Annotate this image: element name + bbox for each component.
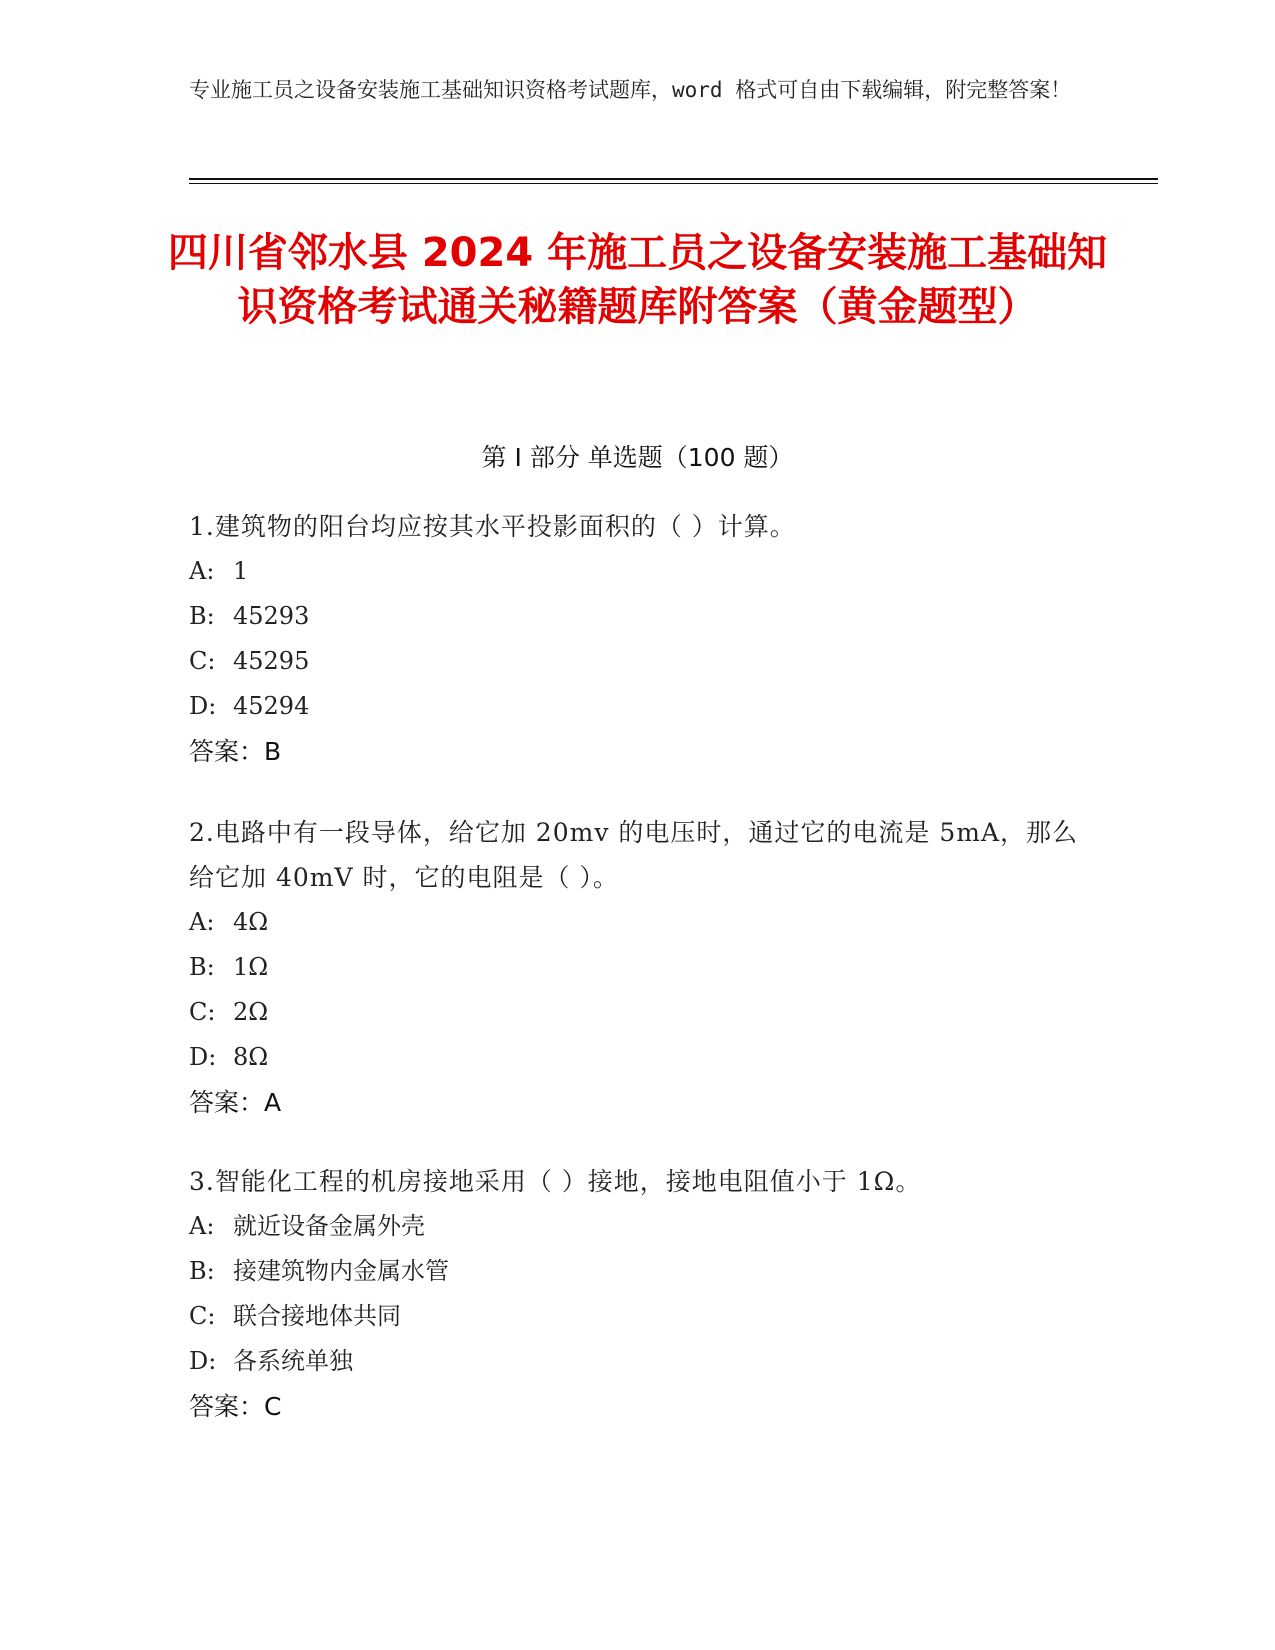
header-divider <box>189 178 1158 180</box>
option-text: 联合接地体共同 <box>233 1302 401 1330</box>
option-text: 45294 <box>233 692 310 720</box>
question-stem: 2.电路中有一段导体，给它加 20mv 的电压时，通过它的电流是 5mA，那么给它加 40mV 时，它的电阻是（ ）。 <box>189 818 1079 892</box>
option-label: B: <box>189 953 215 981</box>
option-label: C: <box>189 998 216 1026</box>
answer: 答案：A <box>189 1088 282 1117</box>
option-text: 就近设备金属外壳 <box>233 1212 425 1240</box>
option-text: 45293 <box>233 602 310 630</box>
option-label: C: <box>189 1302 216 1330</box>
option-label: D: <box>189 1347 217 1375</box>
option-label: D: <box>189 692 217 720</box>
option-a <box>189 900 1089 945</box>
question-stem: 1.建筑物的阳台均应按其水平投影面积的（ ）计算。 <box>189 512 796 541</box>
option-text: 45295 <box>233 647 310 675</box>
option-text: 8Ω <box>233 1043 269 1071</box>
answer: 答案：B <box>189 737 282 766</box>
option-label: A: <box>189 557 215 585</box>
option-b <box>189 594 1089 639</box>
question-stem: 3.智能化工程的机房接地采用（ ）接地，接地电阻值小于 1Ω。 <box>189 1167 922 1196</box>
document-title: 四川省邻水县 2024 年施工员之设备安装施工基础知识资格考试通关秘籍题库附答案（黄金题型） <box>167 230 1108 330</box>
option-text: 1Ω <box>233 953 269 981</box>
option-text: 4Ω <box>233 908 269 936</box>
option-b <box>189 1249 1089 1294</box>
answer: 答案：C <box>189 1392 282 1421</box>
section-title: 第 I 部分 单选题（100 题） <box>481 443 794 472</box>
header-note: 专业施工员之设备安装施工基础知识资格考试题库，word 格式可自由下载编辑，附完整答案！ <box>189 78 1072 102</box>
option-d <box>189 1035 1089 1080</box>
option-text: 接建筑物内金属水管 <box>233 1257 449 1285</box>
header-divider-thin <box>189 183 1158 184</box>
option-d <box>189 684 1089 729</box>
option-label: B: <box>189 602 215 630</box>
option-d <box>189 1339 1089 1384</box>
option-a <box>189 549 1089 594</box>
option-text: 2Ω <box>233 998 269 1026</box>
option-text: 各系统单独 <box>233 1347 353 1375</box>
question-2 <box>189 810 1089 1125</box>
option-c <box>189 990 1089 1035</box>
question-1 <box>189 504 1089 774</box>
option-label: C: <box>189 647 216 675</box>
option-label: A: <box>189 908 215 936</box>
option-label: D: <box>189 1043 217 1071</box>
option-a <box>189 1204 1089 1249</box>
option-c <box>189 1294 1089 1339</box>
option-label: A: <box>189 1212 215 1240</box>
option-c <box>189 639 1089 684</box>
option-label: B: <box>189 1257 215 1285</box>
option-b <box>189 945 1089 990</box>
question-3 <box>189 1159 1089 1429</box>
option-text: 1 <box>233 557 249 585</box>
